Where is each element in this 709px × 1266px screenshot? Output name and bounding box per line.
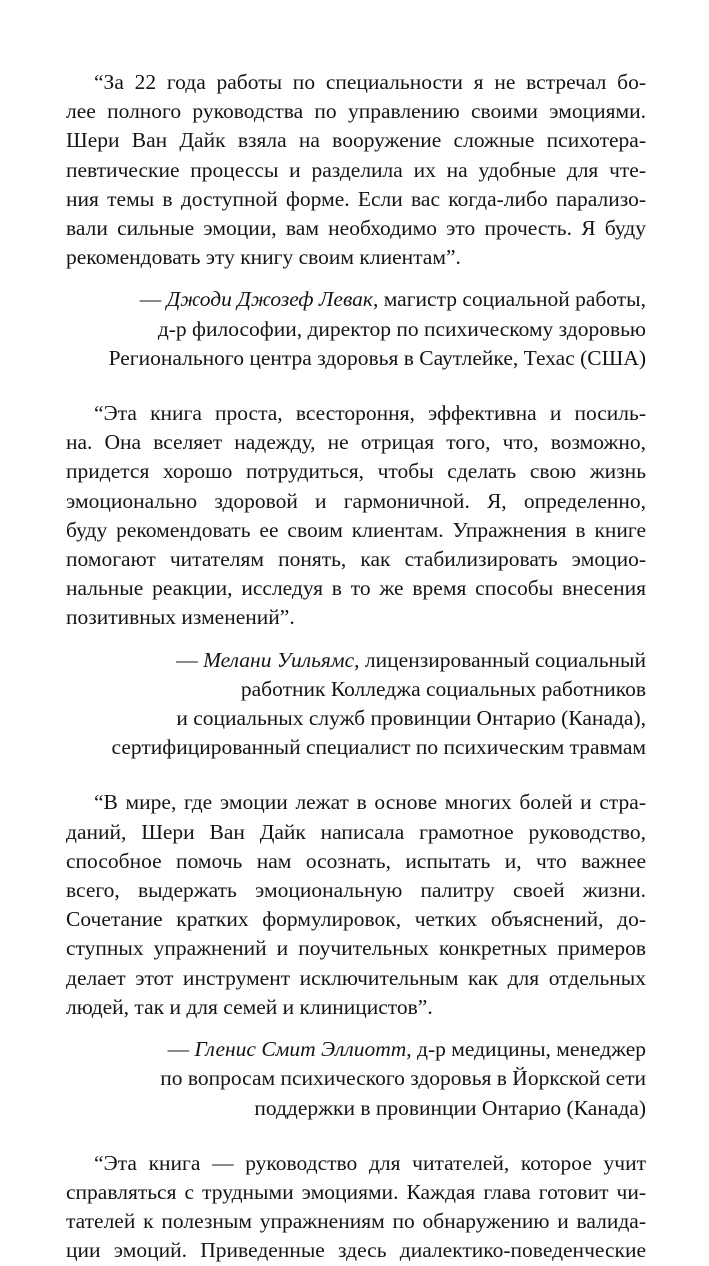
quote-line: Сочетание кратких формулировок, четких объяснений, до-: [66, 907, 646, 932]
attribution-dash: —: [176, 647, 204, 672]
endorsement-attribution-1: [66, 285, 646, 373]
attribution-dash: —: [167, 1037, 195, 1062]
quote-line: “Эта книга — руководство для читателей, которое учит: [94, 1150, 646, 1175]
quote-line: вали сильные эмоции, вам необходимо это прочесть. Я буду: [66, 216, 646, 241]
credential-text: , магистр социальной работы,: [372, 287, 646, 312]
endorsement-quote-1: [66, 68, 646, 272]
endorsement-attribution-2: [66, 646, 646, 763]
quote-line: рекомендовать эту книгу своим клиентам”.: [66, 245, 461, 270]
credential-line: поддержки в провинции Онтарио (Канада): [254, 1095, 646, 1120]
quote-line: всего, выдержать эмоциональную палитру своей жизни.: [66, 878, 646, 903]
quote-line: буду рекомендовать ее своим клиентам. Упражнения в книге: [66, 517, 646, 542]
quote-line: делает этот инструмент исключительным как для отдельных: [66, 965, 646, 990]
quote-line: ступных упражнений и поучительных конкретных примеров: [66, 936, 646, 961]
quote-line: лее полного руководства по управлению своими эмоциями.: [66, 99, 646, 124]
author-name: Мелани Уильямс: [203, 647, 355, 672]
quote-line: тателей к полезным упражнениям по обнаружению и валида-: [66, 1209, 646, 1234]
author-name: Гленис Смит Эллиотт: [194, 1037, 407, 1062]
credential-line: по вопросам психического здоровья в Йоркской сети: [160, 1066, 646, 1091]
book-page: [66, 68, 646, 1266]
credential-line: и социальных служб провинции Онтарио (Канада),: [176, 706, 646, 731]
credential-text: , д-р медицины, менеджер: [406, 1037, 646, 1062]
quote-line: на. Она вселяет надежду, не отрицая того, что, возможно,: [66, 430, 646, 455]
credential-text: , лицензированный социальный: [354, 647, 646, 672]
credential-line: д-р философии, директор по психическому здоровью: [157, 316, 646, 341]
quote-line: справляться с трудными эмоциями. Каждая глава готовит чи-: [66, 1179, 646, 1204]
quote-line: “В мире, где эмоции лежат в основе многих болей и стра-: [94, 790, 646, 815]
quote-line: певтические процессы и разделила их на удобные для чте-: [66, 157, 646, 182]
quote-line: позитивных изменений”.: [66, 605, 295, 630]
quote-line: ния темы в доступной форме. Если вас когда-либо парализо-: [66, 186, 646, 211]
quote-line: Шери Ван Дайк взяла на вооружение сложные психотера-: [66, 128, 646, 153]
endorsement-quote-2: [66, 399, 646, 633]
attribution-line: [66, 285, 646, 314]
credential-line: Регионального центра здоровья в Саутлейке, Техас (США): [108, 345, 646, 370]
quote-line: ции эмоций. Приведенные здесь диалектико-поведенческие: [66, 1238, 646, 1263]
quote-line: нальные реакции, исследуя в то же время способы внесения: [66, 576, 646, 601]
quote-line: людей, так и для семей и клиницистов”.: [66, 994, 433, 1019]
quote-line: эмоционально здоровой и гармоничной. Я, определенно,: [66, 488, 646, 513]
quote-line: “За 22 года работы по специальности я не встречал бо-: [94, 70, 646, 94]
credential-line: сертифицированный специалист по психическим травмам: [111, 735, 646, 760]
endorsement-quote-3: [66, 788, 646, 1022]
quote-line: “Эта книга проста, всестороння, эффективна и посиль-: [94, 401, 646, 426]
endorsement-quote-4: [66, 1149, 646, 1266]
attribution-line: [66, 1035, 646, 1064]
quote-line: даний, Шери Ван Дайк написала грамотное руководство,: [66, 819, 646, 844]
endorsement-attribution-3: [66, 1035, 646, 1123]
quote-line: придется хорошо потрудиться, чтобы сделать свою жизнь: [66, 459, 646, 484]
quote-line: помогают читателям понять, как стабилизировать эмоцио-: [66, 547, 646, 572]
attribution-line: [66, 646, 646, 675]
author-name: Джоди Джозеф Левак: [166, 287, 373, 312]
attribution-dash: —: [139, 287, 167, 312]
quote-line: способное помочь нам осознать, испытать и, что важнее: [66, 848, 646, 873]
credential-line: работник Колледжа социальных работников: [240, 676, 646, 701]
